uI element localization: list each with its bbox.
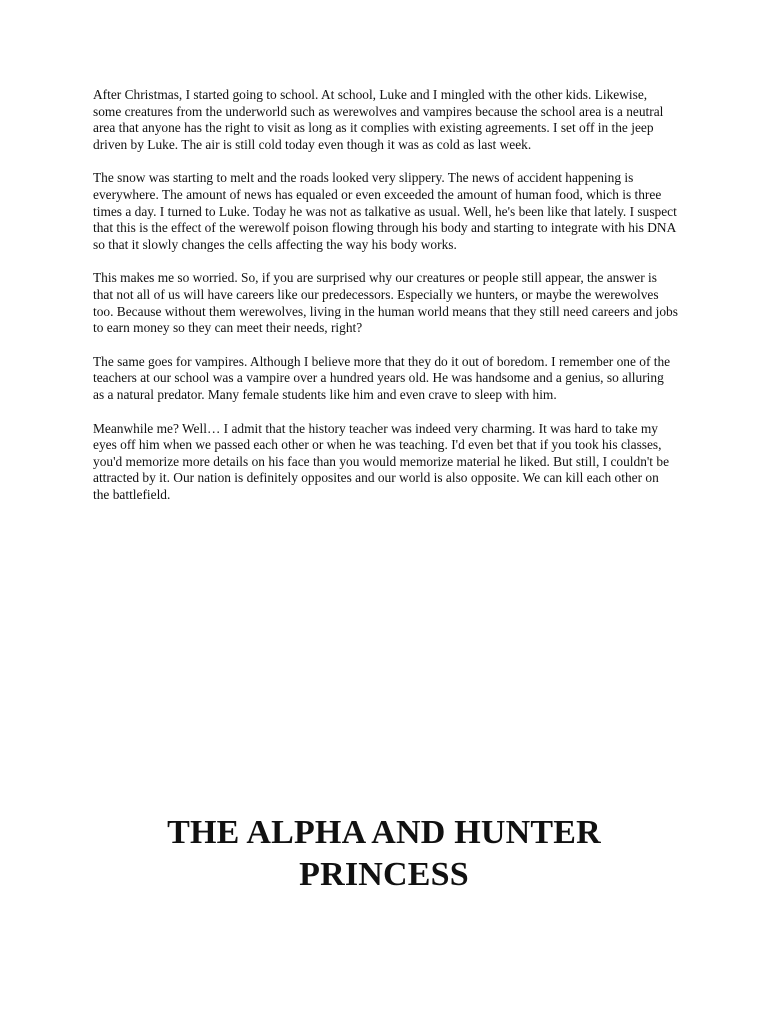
paragraph-2: The snow was starting to melt and the roads looked very slippery. The news of accident happening is everywhere. The amount of news has equaled or even exceeded the amount of human food, which is three times a day. I turned to Luke. Today he was not as talkative as usual. Well, he's been like that lately. I suspect that this is the effect of the werewolf poison flowing through his body and starting to integrate with his DNA so that it slowly changes the cells affecting the way his body works. xyxy=(93,170,677,252)
paragraph-1: After Christmas, I started going to school. At school, Luke and I mingled with the other kids. Likewise, some creatures from the underworld such as werewolves and vampires because the school area is a neutral area that anyone has the right to visit as long as it complies with existing agreements. I set off in the jeep driven by Luke. The air is still cold today even though it was as cold as last week. xyxy=(93,87,664,152)
book-title-line-1: THE ALPHA AND HUNTER xyxy=(167,814,601,851)
book-title xyxy=(0,812,768,896)
paragraph-3: This makes me so worried. So, if you are surprised why our creatures or people still appear, the answer is that not all of us will have careers like our predecessors. Especially we hunters, or maybe the werewolves too. Because without them werewolves, living in the human world means that they still need careers and jobs to earn money so they can meet their needs, right? xyxy=(93,270,678,336)
book-title-line-2: PRINCESS xyxy=(299,856,469,893)
paragraph-4: The same goes for vampires. Although I believe more that they do it out of boredom. I remember one of the teachers at our school was a vampire over a hundred years old. He was handsome and a genius, so alluring as a natural predator. Many female students like him and even crave to sleep with him. xyxy=(93,353,671,402)
paragraph-5: Meanwhile me? Well… I admit that the history teacher was indeed very charming. It was hard to take my eyes off him when we passed each other or when he was teaching. I'd even bet that if you took his classes, you'd memorize more details on his face than you would memorize material he liked. But still, I couldn't be attracted by it. Our nation is definitely opposites and our world is also opposite. We can kill each other on the battlefield. xyxy=(93,420,670,502)
body-text xyxy=(93,87,678,520)
